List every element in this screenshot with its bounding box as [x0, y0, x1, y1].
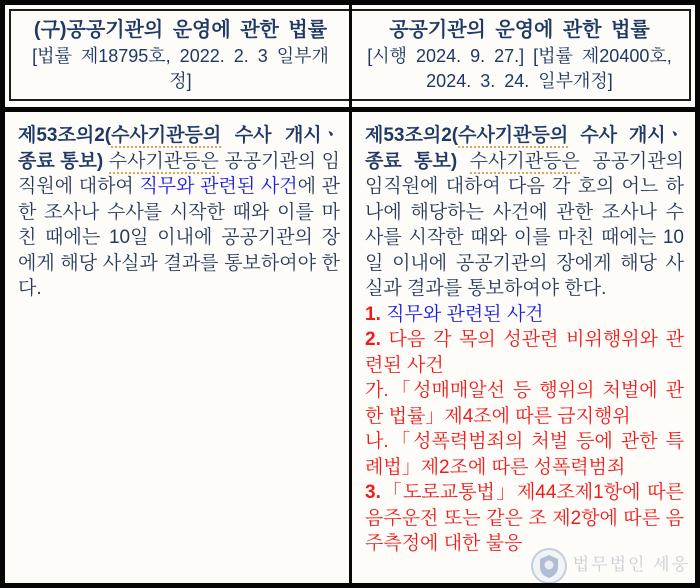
- article-subject: 수사기관등은: [469, 150, 580, 172]
- list-item: [365, 429, 684, 480]
- item-number: 3.: [365, 482, 381, 503]
- article-heading-term: 수사기관등의: [111, 125, 222, 146]
- law-firm-watermark-text: 법무법인 세웅: [572, 554, 690, 574]
- old-law-title: (구)공공기관의 운영에 관한 법률: [33, 18, 328, 41]
- article-heading-rest: 수사 개시ㆍ종료 통보): [18, 125, 340, 172]
- column-divider: [349, 5, 352, 583]
- new-law-header-cell: [350, 11, 689, 99]
- article-heading: 제53조의2(: [18, 125, 112, 146]
- old-law-header-cell: [11, 11, 350, 99]
- item-text: 직무와 관련된 사건: [380, 303, 544, 325]
- new-law-title: 공공기관의 운영에 관한 법률: [389, 18, 650, 41]
- item-number: 2.: [365, 329, 381, 350]
- article-heading-term: 수사기관등의: [458, 125, 569, 146]
- item-number: 1.: [365, 303, 381, 325]
- article-subject: 수사기관등은: [108, 150, 219, 172]
- highlighted-phrase: 직무와 관련된 사건: [139, 176, 298, 197]
- list-item: [365, 302, 684, 328]
- header-body-separator: [5, 107, 695, 112]
- list-item: [365, 378, 684, 429]
- item-text: 다음 각 목의 성관련 비위행위와 관련된 사건: [365, 329, 684, 376]
- new-law-meta: [시행 2024. 9. 27.] [법률 제20400호, 2024. 3. 24. 일부개정]: [367, 45, 672, 91]
- item-text: 가.「성매매알선 등 행위의 처벌에 관한 법률」제4조에 따른 금지행위: [365, 380, 684, 427]
- new-law-article-text: [365, 123, 684, 302]
- old-law-body-cell: [5, 112, 349, 583]
- article-heading-rest: 수사 개시ㆍ종료 통보): [365, 125, 684, 172]
- article-body-text-rest: 에 관한 조사나 수사를 시작한 때와 이를 마친 때에는 10일 이내에 공공기관의 장에게 해당 사실과 결과를 통보하여야 한다.: [18, 176, 340, 299]
- article-body-text: 공공기관의 임직원에 대하여: [18, 150, 340, 197]
- old-law-meta: [법률 제18795호, 2022. 2. 3 일부개정]: [32, 45, 329, 91]
- item-text: 나.「성폭력범죄의 처벌 등에 관한 특례법」제2조에 따른 성폭력범죄: [365, 431, 684, 478]
- new-law-body-cell: [349, 112, 695, 583]
- list-item: [365, 327, 684, 378]
- list-item: [365, 480, 684, 557]
- item-text: 「도로교통법」제44조제1항에 따른 음주운전 또는 같은 조 제2항에 따른 음주측정에 대한 불응: [365, 482, 684, 554]
- article-heading: 제53조의2(: [365, 125, 459, 146]
- article-body-text: 공공기관의 임직원에 대하여 다음 각 호의 어느 하나에 해당하는 사건에 관한 조사나 수사를 시작한 때와 이를 마친 때에는 10일 이내에 공공기관의 장에게 해당 사실과 결과를 통보하여야 한다.: [365, 150, 684, 299]
- old-law-article-text: [18, 123, 340, 302]
